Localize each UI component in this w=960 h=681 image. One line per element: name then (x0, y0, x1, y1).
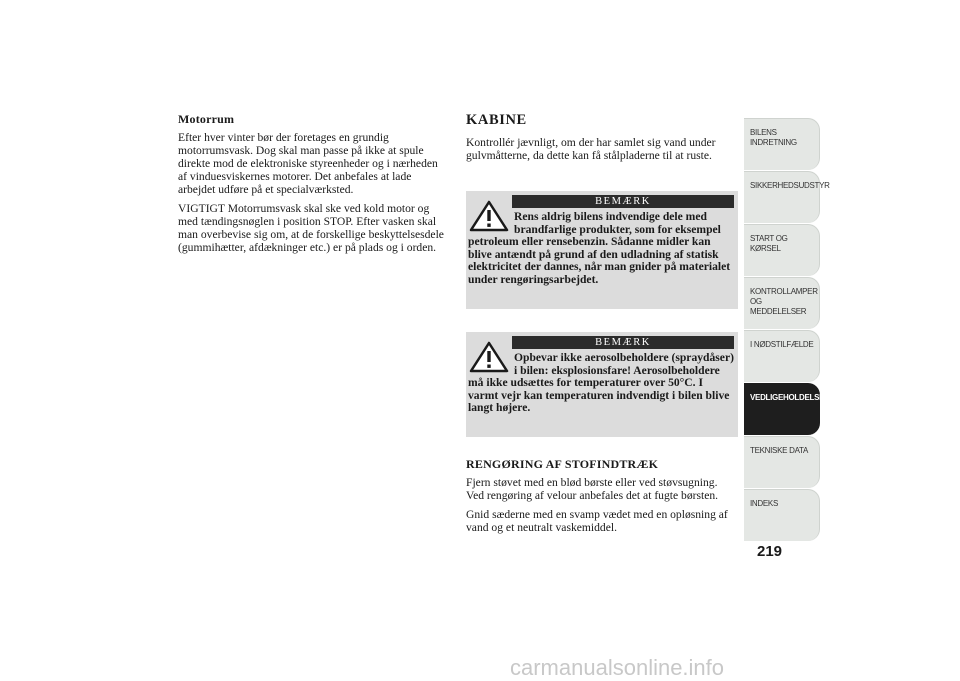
engine-bay-important-paragraph: VIGTIGT Motorrumsvask skal ske ved kold motor og med tændingsnøglen i position STOP. Efter vasken skal man overbevise sig om, at de forskellige beskyttelsesdele (gummihætter, afdækninger etc.) er på plads og i orden. (178, 202, 444, 254)
note-label: BEMÆRK (512, 195, 734, 208)
note-first-lines: Opbevar ikke aerosolbeholdere (spraydåser) i bilen: eksplosionsfare! (514, 351, 734, 377)
tab-start-og-korsel[interactable] (744, 224, 820, 276)
engine-bay-paragraph: Efter hver vinter bør der foretages en grundig motorrumsvask. Dog skal man passe på ikke at spule direkte mod de elektroniske styreenheder og i nærheden af vinduesviskernes motorer. Det anbefales at lade arbejdet udføre på et specialværksted. (178, 131, 438, 196)
tab-label: SIKKERHEDSUDSTYR (750, 181, 830, 190)
tab-indeks[interactable] (744, 489, 820, 541)
tab-sikkerhedsudstyr[interactable] (744, 171, 830, 223)
tab-bilens-indretning[interactable] (744, 118, 820, 170)
watermark: carmanualsonline.info (510, 655, 725, 680)
tab-tekniske-data[interactable] (744, 436, 820, 488)
note-label: BEMÆRK (512, 336, 734, 349)
tab-vedligeholdelse[interactable] (744, 383, 825, 435)
tab-label: INDEKS (750, 499, 778, 508)
tab-label: VEDLIGEHOLDELSE (750, 393, 825, 402)
warning-note-1 (466, 191, 738, 309)
warning-triangle-icon (468, 340, 510, 374)
upholstery-section (466, 457, 738, 540)
warning-triangle-icon (468, 199, 510, 233)
tab-label: START OG KØRSEL (750, 234, 788, 253)
note-body (466, 349, 734, 415)
note-rest: Aerosolbeholdere må ikke udsættes for temperaturer over 50°C. I varmt vejr kan temperaturen indvendigt i bilen blive langt højere. (468, 363, 730, 415)
warning-note-2 (466, 332, 738, 437)
note-rest: eksempel petroleum eller rensebenzin. Sådanne midler kan blive antændt på grund af den udladning af statisk elektricitet der dannes, når man gnider på materialet under rengøringsarbejdet. (468, 222, 731, 286)
tab-kontrollamper[interactable] (744, 277, 820, 329)
cabin-intro: Kontrollér jævnligt, om der har samlet sig vand under gulvmåtterne, da dette kan få stålpladerne til at ruste. (466, 136, 716, 162)
left-column (178, 112, 448, 260)
tab-label: KONTROLLAMPER OG MEDDELELSER (750, 287, 818, 316)
tab-i-nodstilfaelde[interactable] (744, 330, 820, 382)
upholstery-heading: RENGØRING AF STOFINDTRÆK (466, 457, 659, 471)
upholstery-paragraph-1: Fjern støvet med en blød børste eller ved støvsugning. Ved rengøring af velour anbefales det at fugte børsten. (466, 476, 719, 502)
upholstery-paragraph-2: Gnid sæderne med en svamp vædet med en opløsning af vand og et neutralt vaskemiddel. (466, 508, 728, 534)
tab-label: BILENS INDRETNING (750, 128, 797, 147)
note-body (466, 208, 734, 287)
engine-bay-heading: Motorrum (178, 112, 235, 126)
right-column (466, 112, 738, 168)
page-number: 219 (757, 543, 783, 560)
note-first-lines: Rens aldrig bilens indvendige dele med brandfarlige produkter, som for (514, 210, 707, 236)
tab-label: TEKNISKE DATA (750, 446, 809, 455)
section-title: KABINE (466, 112, 527, 128)
tab-label: I NØDSTILFÆLDE (750, 340, 814, 349)
